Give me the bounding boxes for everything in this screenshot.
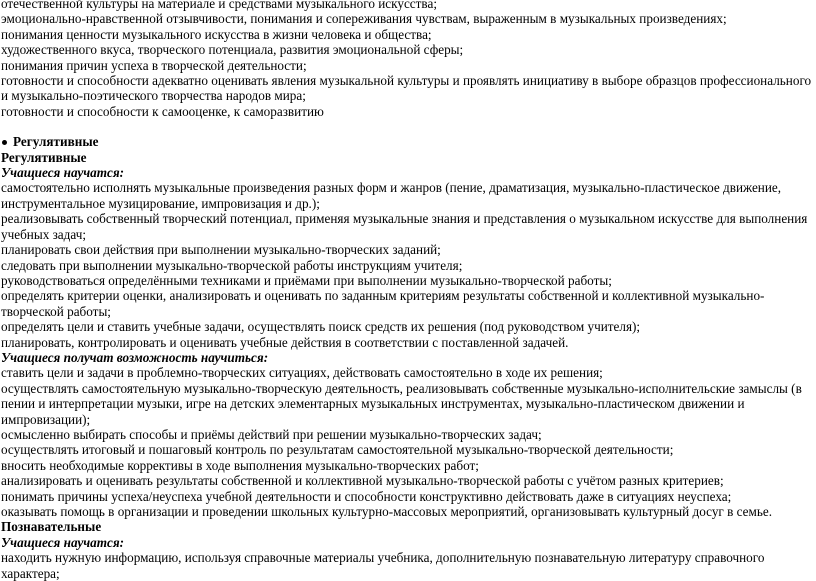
list-item: отечественной культуры на материале и средствами музыкального искусства; bbox=[1, 0, 437, 11]
list-item: определять цели и ставить учебные задачи, осуществлять поиск средств их решения (под руководством учителя); bbox=[1, 319, 641, 335]
list-item: следовать при выполнении музыкально-творческой работы инструкциям учителя; bbox=[1, 257, 463, 273]
list-item: самостоятельно исполнять музыкальные произведения разных форм и жанров (пение, драматизация, музыкально-пластическое движение, инструментальное музицирование, импровизация и др.); bbox=[1, 180, 782, 211]
list-item: готовности и способности адекватно оценивать явления музыкальной культуры и проявлять инициативу в выборе образцов профессионального и музыкально-поэтического творчества народов мира; bbox=[1, 73, 812, 104]
list-item: понимания ценности музыкального искусства в жизни человека и общества; bbox=[1, 26, 432, 42]
bullet-heading-text: Регулятивные bbox=[13, 134, 99, 150]
cognitive-section bbox=[1, 519, 813, 581]
document-page bbox=[1, 0, 813, 581]
list-item: планировать свои действия при выполнении музыкально-творческих заданий; bbox=[1, 242, 441, 258]
section-heading: Регулятивные bbox=[1, 149, 87, 165]
list-item: оказывать помощь в организации и проведении школьных культурно-массовых мероприятий, организовывать культурный досуг в семье. bbox=[1, 504, 773, 519]
list-item: готовности и способности к самооценке, к саморазвитию bbox=[1, 103, 324, 119]
list-item: понимать причины успеха/неуспеха учебной деятельности и способности конструктивно действовать даже в ситуациях неуспеха; bbox=[1, 488, 732, 504]
list-item: реализовывать собственный творческий потенциал, применяя музыкальные знания и представления о музыкальном искусстве для выполнения учебных задач; bbox=[1, 211, 808, 242]
list-item: находить нужную информацию, используя справочные материалы учебника, дополнительную познавательную литературу справочного характера; bbox=[1, 550, 765, 581]
list-item: анализировать и оценивать результаты собственной и коллективной музыкально-творческой работы с учётом разных критериев; bbox=[1, 473, 724, 489]
list-item: осуществлять самостоятельную музыкально-творческую деятельность, реализовывать собственные музыкально-исполнительские замыслы (в пении и интерпретации музыки, игре на детских элементарных музыкальных инструментах, музыкально-пластическом движении и импровизации); bbox=[1, 380, 802, 427]
spacer bbox=[1, 119, 813, 134]
list-item: планировать, контролировать и оценивать учебные действия в соответствии с поставленной задачей. bbox=[1, 334, 569, 350]
list-item: руководствоваться определёнными техниками и приёмами при выполнении музыкально-творческой работы; bbox=[1, 272, 612, 288]
bullet-icon bbox=[2, 140, 7, 145]
bullet-heading bbox=[1, 134, 813, 149]
list-item: вносить необходимые коррективы в ходе выполнения музыкально-творческих работ; bbox=[1, 457, 479, 473]
list-item: ставить цели и задачи в проблемно-творческих ситуациях, действовать самостоятельно в ходе их решения; bbox=[1, 365, 603, 381]
subheading-learn: Учащиеся научатся: bbox=[1, 534, 125, 550]
regulative-section bbox=[1, 134, 813, 519]
subheading-opportunity: Учащиеся получат возможность научиться: bbox=[1, 349, 269, 365]
subheading-learn: Учащиеся научатся: bbox=[1, 165, 125, 181]
section-heading: Познавательные bbox=[1, 519, 102, 535]
list-item: определять критерии оценки, анализировать и оценивать по заданным критериям результаты собственной и коллективной музыкально-творческой работы; bbox=[1, 288, 765, 319]
list-item: понимания причин успеха в творческой деятельности; bbox=[1, 57, 307, 73]
list-item: осмысленно выбирать способы и приёмы действий при решении музыкально-творческих задач; bbox=[1, 426, 542, 442]
list-item: осуществлять итоговый и пошаговый контроль по результатам самостоятельной музыкально-творческой деятельности; bbox=[1, 442, 674, 458]
personal-results-list bbox=[1, 0, 813, 119]
list-item: художественного вкуса, творческого потенциала, развития эмоциональной сферы; bbox=[1, 42, 464, 58]
list-item: эмоционально-нравственной отзывчивости, понимания и сопереживания чувствам, выраженным в музыкальных произведениях; bbox=[1, 11, 727, 27]
